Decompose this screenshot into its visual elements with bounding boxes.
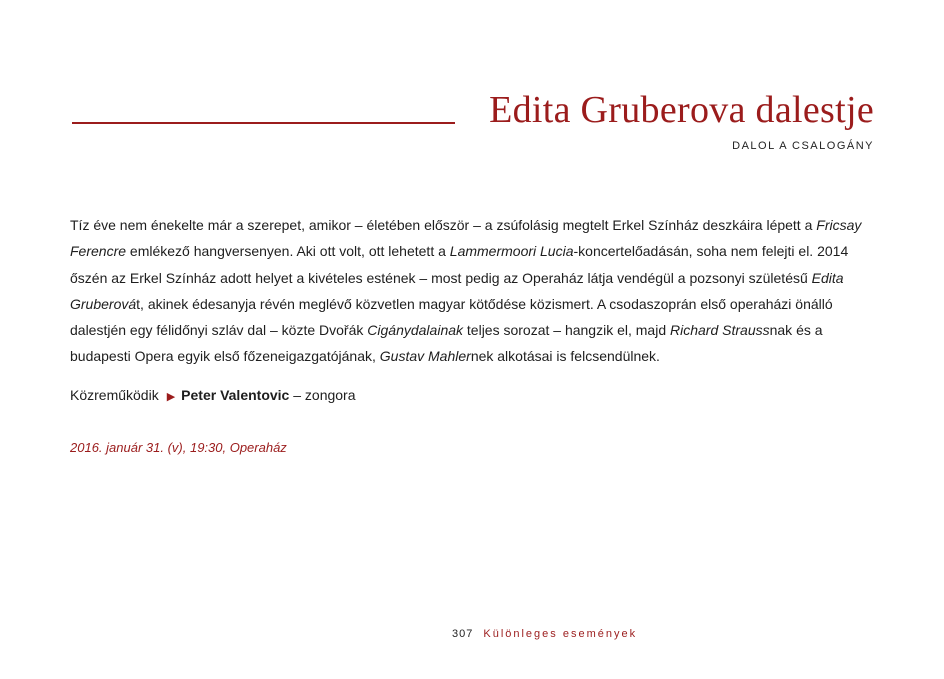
section-name: Különleges események (483, 628, 638, 640)
header-rule (72, 122, 455, 124)
page-subtitle: DALOL A CSALOGÁNY (732, 140, 874, 152)
triangle-right-icon: ▶ (166, 391, 176, 403)
page-title: Edita Gruberova dalestje (489, 89, 874, 131)
italic-title: Cigánydalainak (367, 322, 464, 339)
italic-name: Gustav Mahler (379, 348, 471, 365)
page-number: 307 (452, 628, 474, 640)
performer-name: Peter Valentovic (181, 387, 290, 403)
event-date: 2016. január 31. (v), 19:30, Operaház (70, 440, 287, 455)
credits-label: Közreműködik (70, 387, 159, 403)
italic-name: Richard Strauss (670, 322, 770, 339)
page-footer (452, 628, 637, 640)
text-segment: teljes sorozat – hangzik el, majd (463, 322, 671, 339)
text-segment: nak és a budapesti Opera egyik első főzeneigazgatójának, (70, 322, 823, 365)
text-segment: emlékező hangversenyen. Aki ott volt, ott lehetett a (126, 243, 450, 260)
credits-line (70, 387, 356, 403)
text-segment: t, akinek édesanyja révén meglévő közvetlen magyar kötődése közismert. A csodaszoprán első operaházi önálló dalestjén egy félidőnyi szláv dal – közte Dvořák (70, 295, 833, 339)
italic-title: Lammermoori Lucia (449, 243, 574, 260)
italic-name: Fricsay Ferencre (70, 217, 862, 260)
text-segment: Tíz éve nem énekelte már a szerepet, amikor – életében először – a zsúfolásig megtelt Erkel Színház deszkáira lépett a (70, 217, 817, 233)
description-paragraph (70, 212, 880, 370)
text-segment: -koncertelőadásán, soha nem felejti el. 2014 őszén az Erkel Színház adott helyet a kivételes estének – most pedig az Operaház látja vendégül a pozsonyi születésű (70, 243, 849, 286)
performer-role: – zongora (293, 387, 356, 403)
text-segment: nek alkotásai is felcsendülnek. (470, 348, 660, 365)
italic-name: Edita Gruberová (70, 269, 844, 312)
